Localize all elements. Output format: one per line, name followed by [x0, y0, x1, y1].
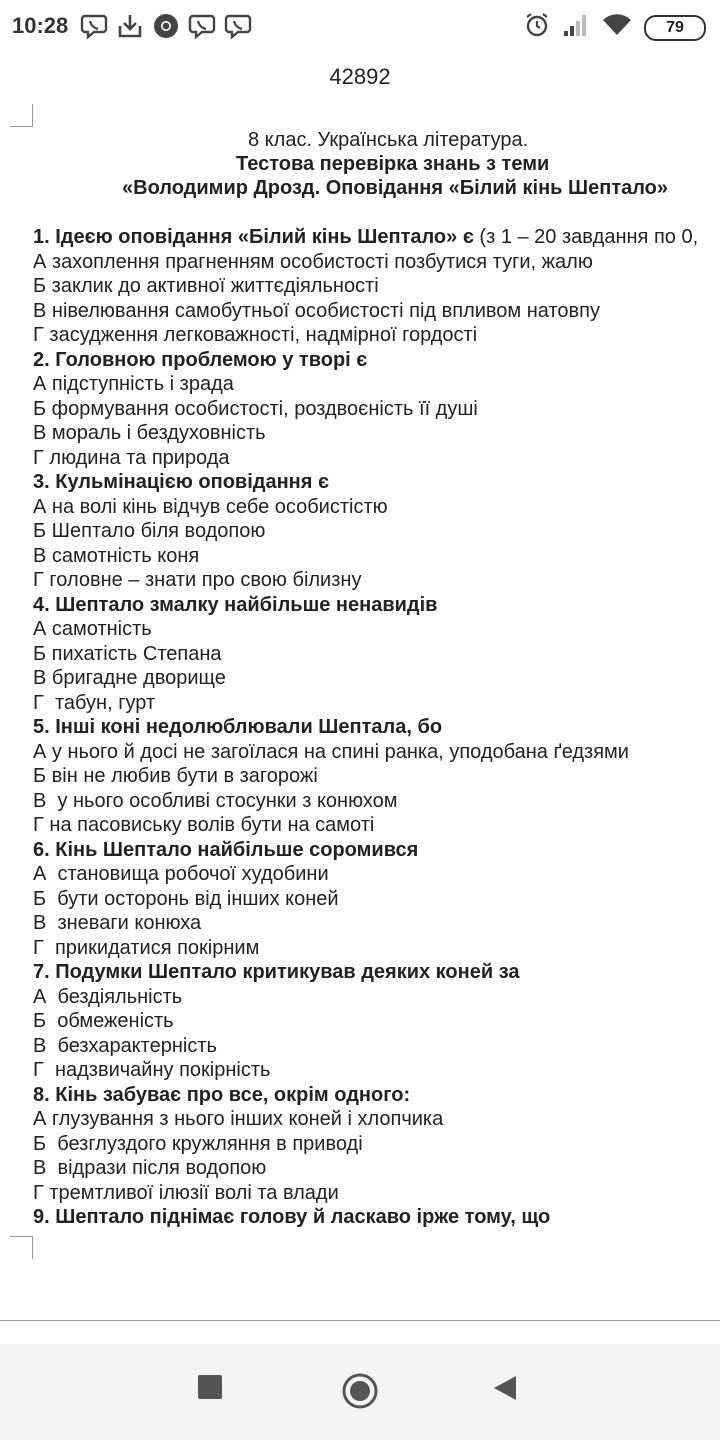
option-letter: В: [33, 299, 47, 322]
answer-option: [33, 421, 720, 446]
option-letter: Г: [33, 936, 44, 959]
answer-option: [33, 1107, 720, 1132]
option-text: самотність коня: [46, 544, 200, 567]
wifi-icon: [602, 13, 632, 42]
option-letter: А: [33, 740, 47, 763]
viber-icon: [80, 12, 108, 40]
questions-list: [33, 225, 720, 1230]
viber-icon: [188, 12, 216, 40]
option-text: засудження легковажності, надмірної гордості: [43, 324, 478, 346]
option-letter: Б: [33, 887, 47, 910]
option-text: бригадне дворище: [46, 667, 226, 689]
option-letter: А: [33, 618, 47, 640]
option-text: відрази після водопою: [46, 1157, 267, 1179]
option-letter: А: [33, 985, 47, 1008]
question-text: 8. Кінь забуває про все, окрім одного:: [33, 1083, 411, 1106]
option-letter: Г: [33, 446, 44, 469]
answer-option: [33, 764, 720, 789]
option-letter: Б: [33, 275, 47, 297]
navigation-bar: [0, 1344, 720, 1440]
header-title: Тестова перевірка знань з теми: [236, 153, 550, 175]
answer-option: [33, 1156, 720, 1181]
option-letter: Г: [33, 691, 44, 714]
option-text: безглуздого кружляння в приводі: [46, 1132, 363, 1155]
answer-option: [33, 299, 720, 324]
question-text: 5. Інші коні недолюблювали Шептала, бо: [33, 716, 443, 738]
option-letter: А: [33, 373, 47, 395]
system-icons: [524, 12, 706, 43]
option-text: прикидатися покірним: [43, 936, 260, 959]
question-3: [33, 470, 720, 495]
answer-option: [33, 397, 720, 422]
question-text: 2. Головною проблемою у творі є: [33, 348, 368, 371]
option-text: підступність і зрада: [46, 373, 234, 395]
header-subject: 8 клас. Українська література.: [248, 129, 529, 151]
option-text: бездіяльність: [46, 985, 183, 1008]
option-letter: А: [33, 495, 47, 518]
question-1: [33, 225, 720, 250]
option-text: захоплення прагненням особистості позбутися туги, жалю: [46, 250, 593, 273]
answer-option: [33, 617, 720, 642]
notification-icons: [80, 12, 252, 40]
option-text: становища робочої худобини: [46, 863, 329, 885]
answer-option: [33, 1181, 720, 1206]
question-text: 6. Кінь Шептало найбільше соромився: [33, 838, 419, 861]
option-text: формування особистості, роздвоєність її душі: [46, 397, 478, 420]
answer-option: [33, 691, 720, 716]
option-letter: Б: [33, 1010, 47, 1032]
option-letter: А: [33, 863, 47, 885]
answer-option: [33, 495, 720, 520]
option-text: зневаги конюха: [46, 912, 202, 934]
option-letter: Б: [33, 642, 47, 665]
option-text: у нього й досі не загоїлася на спині ранка, уподобана ґедзями: [46, 740, 629, 763]
option-text: головне – знати про свою білизну: [43, 569, 362, 591]
status-bar: [0, 0, 720, 56]
answer-option: [33, 274, 720, 299]
answer-option: [33, 250, 720, 275]
option-letter: В: [33, 1157, 47, 1179]
option-text: заклик до активної життєдіяльності: [46, 275, 379, 297]
answer-option: [33, 887, 720, 912]
chrome-icon: [152, 12, 180, 40]
recents-button[interactable]: [197, 1374, 223, 1405]
question-6: [33, 838, 720, 863]
option-text: надзвичайну покірність: [43, 1059, 271, 1081]
question-9: [33, 1205, 720, 1230]
option-letter: В: [33, 667, 47, 689]
option-letter: В: [33, 789, 47, 812]
back-triangle-icon: [492, 1374, 518, 1402]
option-letter: А: [33, 250, 47, 273]
option-letter: Г: [33, 569, 44, 591]
answer-option: [33, 544, 720, 569]
alarm-icon: [524, 12, 550, 43]
option-text: на пасовиську волів бути на самоті: [43, 814, 375, 836]
answer-option: [33, 1009, 720, 1034]
question-text: 3. Кульмінацією оповідання є: [33, 471, 330, 493]
document-header: [0, 128, 720, 200]
option-letter: В: [33, 912, 47, 934]
option-text: безхарактерність: [46, 1034, 217, 1057]
question-text: 1. Ідеєю оповідання «Білий кінь Шептало» є: [33, 226, 474, 248]
option-letter: А: [33, 1108, 47, 1130]
answer-option: [33, 911, 720, 936]
question-note: (з 1 – 20 завдання по 0,: [473, 226, 699, 248]
option-text: самотність: [46, 618, 152, 640]
answer-option: [33, 372, 720, 397]
home-circle-icon: [341, 1372, 379, 1410]
answer-option: [33, 642, 720, 667]
option-letter: Г: [33, 324, 44, 346]
option-letter: Б: [33, 765, 47, 787]
answer-option: [33, 446, 720, 471]
answer-option: [33, 1034, 720, 1059]
option-text: пихатість Степана: [46, 642, 222, 665]
option-letter: В: [33, 422, 47, 444]
option-text: обмеженість: [46, 1010, 174, 1032]
answer-option: [33, 740, 720, 765]
option-text: нівелювання самобутньої особистості під впливом натовпу: [46, 299, 600, 322]
question-text: 9. Шептало піднімає голову й ласкаво ірже тому, що: [33, 1206, 551, 1228]
battery-indicator: 79: [644, 15, 706, 41]
option-text: Шептало біля водопою: [46, 520, 266, 542]
recents-square-icon: [197, 1374, 223, 1400]
page-number: 42892: [329, 64, 391, 89]
option-text: мораль і бездуховність: [46, 422, 266, 444]
option-text: людина та природа: [43, 446, 230, 469]
answer-option: [33, 666, 720, 691]
answer-option: [33, 985, 720, 1010]
option-text: тремтливої ілюзії волі та влади: [43, 1181, 339, 1204]
option-letter: В: [33, 1034, 47, 1057]
option-letter: В: [33, 544, 47, 567]
divider: [0, 1320, 720, 1321]
question-5: [33, 715, 720, 740]
status-time: 10:28: [12, 13, 69, 38]
option-letter: Г: [33, 1181, 44, 1204]
answer-option: [33, 568, 720, 593]
option-letter: Г: [33, 1059, 44, 1081]
question-8: [33, 1083, 720, 1108]
viber-icon: [224, 12, 252, 40]
option-text: на волі кінь відчув себе особистістю: [46, 495, 388, 518]
question-2: [33, 348, 720, 373]
answer-option: [33, 862, 720, 887]
signal-icon: [562, 13, 590, 42]
answer-option: [33, 1058, 720, 1083]
option-letter: Б: [33, 1132, 47, 1155]
option-letter: Б: [33, 397, 47, 420]
question-text: 7. Подумки Шептало критикував деяких коней за: [33, 961, 520, 983]
header-topic: «Володимир Дрозд. Оповідання «Білий кінь Шептало»: [122, 177, 669, 199]
page-corner-mark: [10, 1236, 33, 1259]
answer-option: [33, 519, 720, 544]
option-letter: Б: [33, 520, 47, 542]
question-7: [33, 960, 720, 985]
question-4: [33, 593, 720, 618]
home-button[interactable]: [341, 1372, 379, 1415]
answer-option: [33, 936, 720, 961]
question-text: 4. Шептало змалку найбільше ненавидів: [33, 593, 438, 616]
page-corner-mark: [10, 104, 33, 127]
download-icon: [116, 12, 144, 40]
option-text: табун, гурт: [43, 691, 156, 714]
answer-option: [33, 1132, 720, 1157]
back-button[interactable]: [492, 1374, 518, 1407]
answer-option: [33, 813, 720, 838]
answer-option: [33, 323, 720, 348]
option-text: він не любив бути в загорожі: [46, 765, 318, 787]
option-text: бути осторонь від інших коней: [46, 887, 339, 910]
answer-option: [33, 789, 720, 814]
option-text: глузування з нього інших коней і хлопчика: [46, 1108, 444, 1130]
option-text: у нього особливі стосунки з конюхом: [46, 789, 398, 812]
option-letter: Г: [33, 814, 44, 836]
